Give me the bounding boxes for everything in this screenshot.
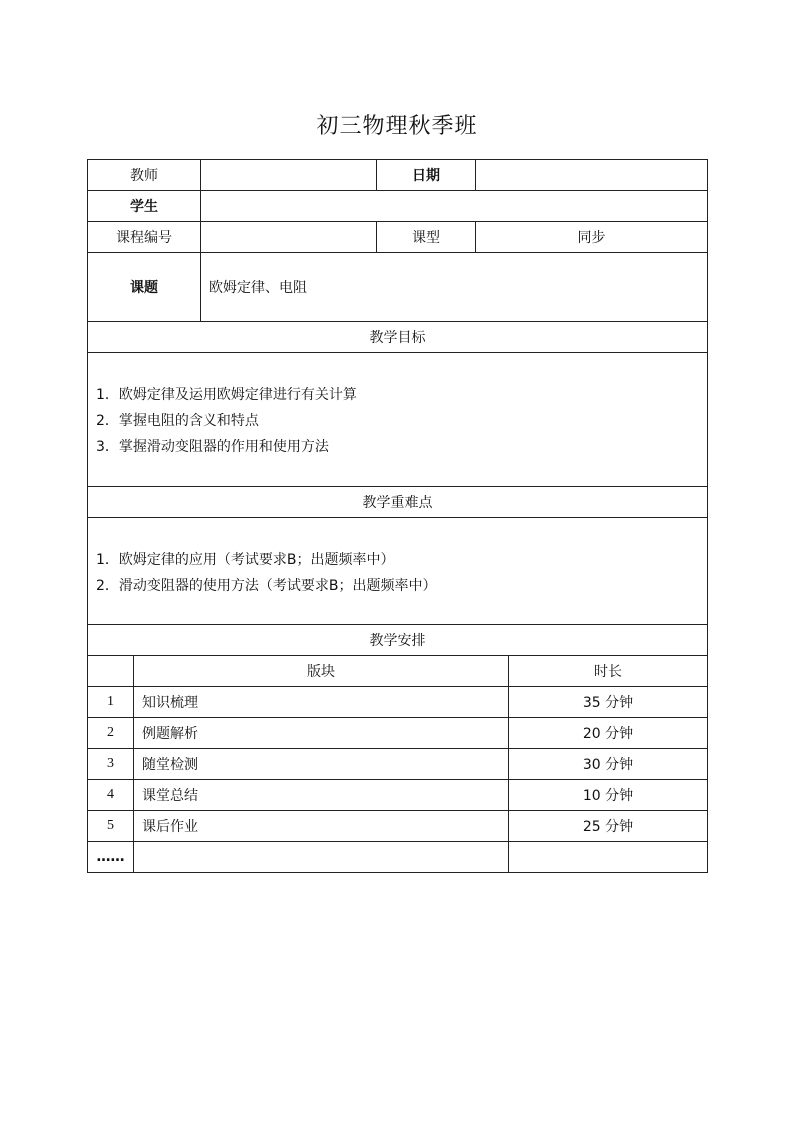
key-points-list bbox=[88, 518, 708, 625]
table-row bbox=[88, 811, 708, 842]
section-duration: 10 分钟 bbox=[509, 780, 708, 811]
date-field[interactable] bbox=[476, 160, 708, 191]
list-item: 2．掌握电阻的含义和特点 bbox=[96, 413, 259, 429]
section-name: 随堂检测 bbox=[134, 749, 509, 780]
student-field[interactable] bbox=[201, 191, 708, 222]
table-row bbox=[88, 749, 708, 780]
schedule-heading: 教学安排 bbox=[88, 625, 708, 656]
row-number: 5 bbox=[88, 811, 134, 842]
section-duration: 20 分钟 bbox=[509, 718, 708, 749]
column-header-section: 版块 bbox=[134, 656, 509, 687]
section-name-empty[interactable] bbox=[134, 842, 509, 873]
course-type-value: 同步 bbox=[476, 222, 708, 253]
table-row bbox=[88, 687, 708, 718]
student-label: 学生 bbox=[88, 191, 201, 222]
list-item: 3．掌握滑动变阻器的作用和使用方法 bbox=[96, 439, 329, 455]
page-title: 初三物理秋季班 bbox=[316, 114, 478, 139]
objectives-heading: 教学目标 bbox=[88, 322, 708, 353]
section-name: 例题解析 bbox=[134, 718, 509, 749]
section-duration-empty[interactable] bbox=[509, 842, 708, 873]
key-points-heading: 教学重难点 bbox=[88, 487, 708, 518]
section-duration: 35 分钟 bbox=[509, 687, 708, 718]
section-duration: 25 分钟 bbox=[509, 811, 708, 842]
list-item: 1．欧姆定律的应用（考试要求B；出题频率中） bbox=[96, 552, 395, 568]
lesson-info-table bbox=[87, 159, 708, 656]
table-row bbox=[88, 718, 708, 749]
topic-value: 欧姆定律、电阻 bbox=[201, 253, 708, 322]
teacher-label: 教师 bbox=[88, 160, 201, 191]
date-label: 日期 bbox=[377, 160, 476, 191]
topic-label: 课题 bbox=[88, 253, 201, 322]
section-duration: 30 分钟 bbox=[509, 749, 708, 780]
row-number: 3 bbox=[88, 749, 134, 780]
section-name: 课后作业 bbox=[134, 811, 509, 842]
objectives-list bbox=[88, 353, 708, 487]
course-type-label: 课型 bbox=[377, 222, 476, 253]
course-number-label: 课程编号 bbox=[88, 222, 201, 253]
list-item: 2．滑动变阻器的使用方法（考试要求B；出题频率中） bbox=[96, 578, 437, 594]
section-name: 课堂总结 bbox=[134, 780, 509, 811]
course-number-field[interactable] bbox=[201, 222, 377, 253]
table-row bbox=[88, 780, 708, 811]
list-item: 1．欧姆定律及运用欧姆定律进行有关计算 bbox=[96, 387, 357, 403]
schedule-table bbox=[87, 655, 708, 873]
table-row bbox=[88, 842, 708, 873]
row-number: 1 bbox=[88, 687, 134, 718]
ellipsis-marker: …… bbox=[88, 842, 134, 873]
row-number: 4 bbox=[88, 780, 134, 811]
section-name: 知识梳理 bbox=[134, 687, 509, 718]
teacher-field[interactable] bbox=[201, 160, 377, 191]
column-header-duration: 时长 bbox=[509, 656, 708, 687]
header-blank bbox=[88, 656, 134, 687]
row-number: 2 bbox=[88, 718, 134, 749]
